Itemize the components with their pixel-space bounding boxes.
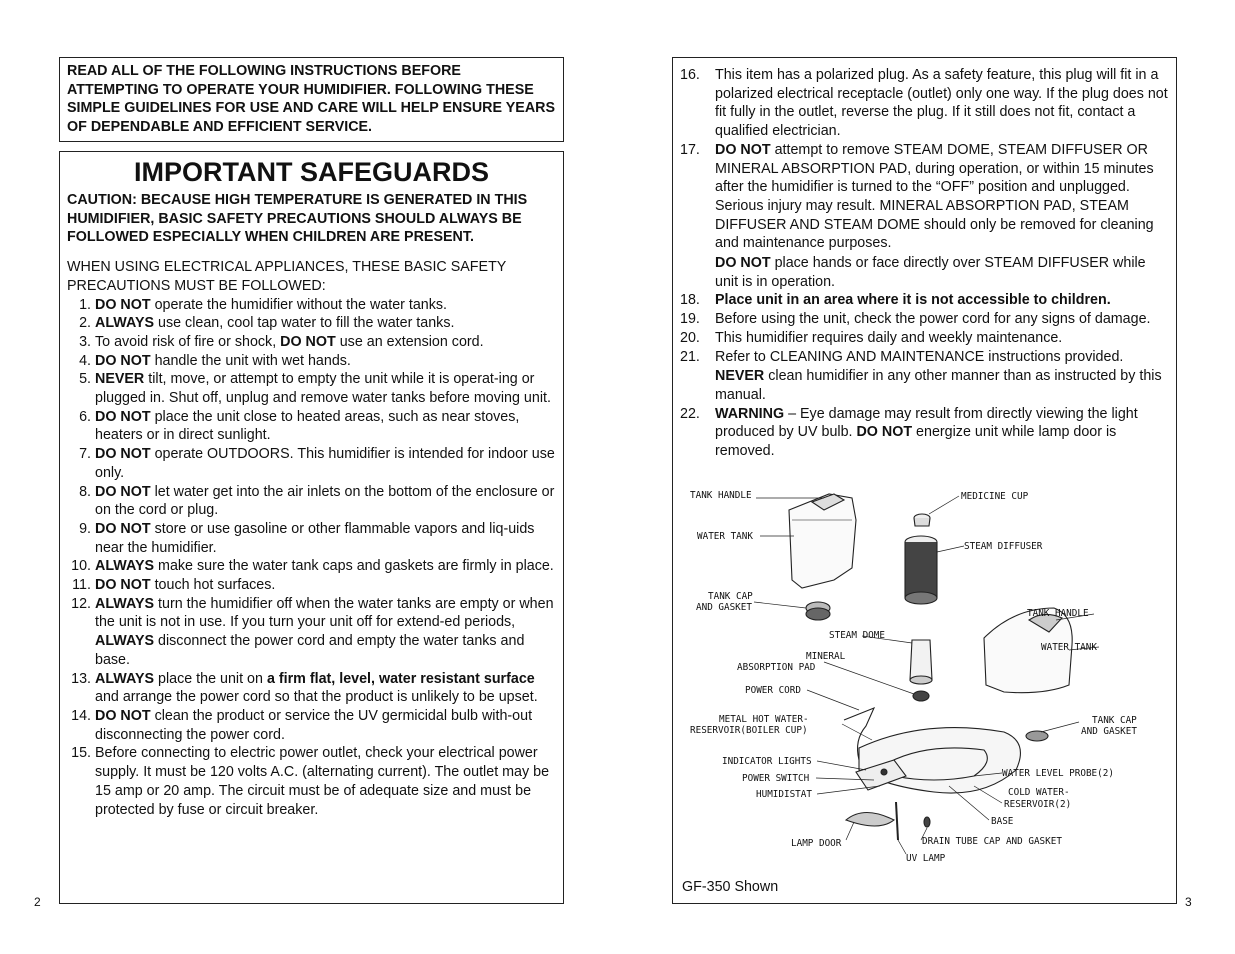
list-item	[67, 576, 556, 595]
item-emphasis: DO NOT	[95, 483, 151, 500]
label-lamp-door: LAMP DOOR	[791, 838, 842, 849]
item-number: 9.	[79, 520, 91, 537]
parts-diagram	[684, 480, 1137, 875]
label-steam-diffuser: STEAM DIFFUSER	[964, 541, 1043, 552]
item-emphasis: ALWAYS	[95, 315, 155, 332]
list-item	[680, 66, 1168, 141]
label-power-cord: POWER CORD	[745, 685, 801, 696]
label-water-level-probe: WATER LEVEL PROBE(2)	[1002, 768, 1114, 779]
list-item	[680, 329, 1168, 348]
page-title: IMPORTANT SAFEGUARDS	[134, 157, 489, 187]
label-cold-water: COLD WATER-	[1008, 787, 1070, 798]
item-number: 17.	[680, 141, 700, 158]
item-text: operate OUTDOORS. This humidifier is intended for indoor use only.	[95, 446, 555, 481]
list-item	[67, 370, 556, 407]
item-text: turn the humidifier off when the water tanks are empty or when the unit is not in use. If you turn your unit off for extend-ed periods,	[95, 595, 554, 631]
item-number: 14.	[71, 707, 91, 724]
label-tank-handle-left: TANK HANDLE	[690, 490, 752, 501]
item-text: place the unit on	[154, 670, 267, 687]
item-number: 13.	[71, 670, 91, 687]
item-text: place hands or face directly over STEAM DIFFUSER while unit is in operation.	[715, 255, 1146, 290]
item-text: This item has a polarized plug. As a safety feature, this plug will fit in a polarized electrical receptacle (outlet) only one way. If the plug does not fit fully in the outlet, reverse the plug. If it still does not fit, contact a qualified electrician.	[715, 67, 1168, 140]
item-emphasis: ALWAYS	[95, 595, 155, 612]
list-item	[67, 483, 556, 520]
item-text: attempt to remove STEAM DOME, STEAM DIFFUSER OR MINERAL ABSORPTION PAD, during operation, or within 15 minutes after the humidifier is turned to the “OFF” position and unplugged. Serious injury may result. MINERAL ABSORPTION PAD, STEAM DIFFUSER AND STEAM DOME should only be removed for cleaning and maintenance purposes.	[715, 141, 1154, 252]
label-indicator-lights: INDICATOR LIGHTS	[722, 756, 812, 767]
label-boiler-cup: RESERVOIR(BOILER CUP)	[690, 725, 808, 736]
item-number: 21.	[680, 348, 700, 365]
label-steam-dome: STEAM DOME	[829, 630, 885, 641]
item-text: use clean, cool tap water to fill the water tanks.	[154, 315, 455, 332]
item-note	[715, 254, 1168, 291]
item-emphasis: Place unit in an area where it is not accessible to children.	[715, 292, 1111, 309]
label-reservoir: RESERVOIR(2)	[1004, 799, 1072, 810]
list-item	[67, 408, 556, 445]
item-number: 12.	[71, 595, 91, 612]
item-text: disconnect the power cord and empty the water tanks and base.	[95, 633, 525, 668]
item-number: 15.	[71, 745, 91, 762]
item-emphasis: a firm flat, level, water resistant surface	[266, 670, 535, 687]
item-note	[715, 367, 1168, 404]
list-item	[67, 333, 556, 352]
item-emphasis: DO NOT	[95, 296, 151, 313]
item-text: clean humidifier in any other manner than as instructed by this manual.	[715, 368, 1162, 403]
item-emphasis: WARNING	[715, 405, 785, 422]
item-text: make sure the water tank caps and gaskets are firmly in place.	[154, 558, 554, 575]
item-number: 10.	[71, 558, 91, 575]
item-emphasis: DO NOT	[95, 446, 151, 463]
item-emphasis: DO NOT	[95, 408, 151, 425]
item-text: touch hot surfaces.	[150, 577, 276, 594]
item-number: 18.	[680, 292, 700, 309]
item-emphasis: DO NOT	[95, 352, 151, 369]
list-item	[67, 557, 556, 576]
label-uv-lamp: UV LAMP	[906, 853, 946, 864]
precautions-intro: WHEN USING ELECTRICAL APPLIANCES, THESE BASIC SAFETY PRECAUTIONS MUST BE FOLLOWED:	[67, 259, 507, 294]
label-tank-handle-right: TANK HANDLE	[1027, 608, 1089, 619]
label-absorption-pad: ABSORPTION PAD	[737, 662, 816, 673]
drain-cap	[924, 817, 930, 827]
item-number: 22.	[680, 405, 700, 422]
list-item	[680, 291, 1168, 310]
list-item	[680, 405, 1168, 461]
item-text: – Eye damage may result from directly viewing the light produced by UV bulb.	[715, 405, 1138, 441]
item-emphasis: ALWAYS	[95, 670, 155, 687]
mineral-pad	[913, 691, 929, 701]
list-item	[67, 707, 556, 744]
item-text: handle the unit with wet hands.	[150, 352, 351, 369]
item-emphasis: DO NOT	[95, 577, 151, 594]
label-water-tank-right: WATER TANK	[1041, 642, 1097, 653]
item-text: operate the humidifier without the water tanks.	[150, 296, 448, 313]
list-item	[67, 352, 556, 371]
item-emphasis: ALWAYS	[95, 558, 155, 575]
item-emphasis: DO NOT	[280, 333, 336, 350]
label-humidistat: HUMIDISTAT	[756, 789, 812, 800]
item-number: 8.	[79, 483, 91, 500]
list-item	[67, 296, 556, 315]
page-number-right: 3	[1185, 895, 1192, 909]
page-number-left: 2	[34, 895, 41, 909]
label-metal-hot-water: METAL HOT WATER-	[719, 714, 809, 725]
list-item	[67, 744, 556, 819]
label-water-tank-left: WATER TANK	[697, 531, 753, 542]
item-number: 19.	[680, 311, 700, 328]
steam-dome	[910, 640, 932, 680]
safeguards-list-continued	[680, 66, 1168, 461]
item-emphasis: DO NOT	[856, 424, 913, 441]
item-text: place the unit close to heated areas, such as near stoves, heaters or in direct sunlight.	[95, 408, 520, 444]
list-item	[680, 141, 1168, 292]
list-item	[67, 595, 556, 670]
list-item	[67, 314, 556, 333]
item-text: Refer to CLEANING AND MAINTENANCE instructions provided.	[715, 348, 1124, 365]
item-text: Before connecting to electric power outlet, check your electrical power supply. It must be 120 volts A.C. (alternating current). The outlet may be 15 amp or 20 amp. The circuit must be of adequate size and must be protected by fuse or circuit breaker.	[95, 745, 550, 818]
caution-text: CAUTION: BECAUSE HIGH TEMPERATURE IS GENERATED IN THIS HUMIDIFIER, BASIC SAFETY PRECAUTIONS SHOULD ALWAYS BE FOLLOWED ESPECIALLY WHEN CHILDREN ARE PRESENT.	[67, 192, 528, 246]
item-number: 6.	[79, 408, 91, 425]
item-number: 7.	[79, 446, 91, 463]
item-text: Before using the unit, check the power cord for any signs of damage.	[715, 311, 1151, 328]
item-text: store or use gasoline or other flammable vapors and liq-uids near the humidifier.	[95, 520, 535, 556]
right-tank-cap	[1026, 731, 1048, 741]
item-emphasis: DO NOT	[715, 141, 771, 158]
label-tank-gasket-left: AND GASKET	[696, 602, 752, 613]
label-medicine-cup: MEDICINE CUP	[961, 491, 1029, 502]
list-item	[67, 445, 556, 482]
item-number: 3.	[79, 333, 91, 350]
list-item	[67, 670, 556, 707]
item-text: let water get into the air inlets on the bottom of the enclosure or on the cord or plug.	[95, 483, 555, 519]
item-number: 16.	[680, 67, 700, 83]
item-number: 11.	[72, 577, 91, 594]
item-emphasis: DO NOT	[715, 255, 771, 272]
item-text: tilt, move, or attempt to empty the unit while it is operat-ing or plugged in. Shut off, unplug and remove water tanks before moving unit.	[95, 371, 551, 407]
item-number: 20.	[680, 329, 700, 346]
item-emphasis: DO NOT	[95, 520, 151, 537]
label-tank-cap-left: TANK CAP	[708, 591, 753, 602]
item-emphasis: DO NOT	[95, 707, 151, 724]
item-text: This humidifier requires daily and weekly maintenance.	[715, 329, 1063, 346]
item-text: use an extension cord.	[335, 333, 484, 350]
item-number: 2.	[79, 315, 91, 332]
item-text: To avoid risk of fire or shock,	[95, 333, 281, 350]
item-text: clean the product or service the UV germicidal bulb with-out disconnecting the power cord.	[95, 707, 533, 743]
list-item	[680, 310, 1168, 329]
item-emphasis: NEVER	[715, 368, 765, 385]
safeguards-box	[59, 151, 564, 904]
intro-box	[59, 57, 564, 142]
item-number: 5.	[79, 371, 91, 388]
safeguards-list	[67, 296, 556, 820]
intro-text: READ ALL OF THE FOLLOWING INSTRUCTIONS BEFORE ATTEMPTING TO OPERATE YOUR HUMIDIFIER. FOLLOWING THESE SIMPLE GUIDELINES FOR USE AND CARE WILL HELP ENSURE YEARS OF DEPENDABLE AND EFFICIENT SERVICE.	[67, 63, 556, 136]
label-mineral: MINERAL	[806, 651, 846, 662]
uv-lamp	[896, 802, 898, 840]
item-text: energize unit while lamp door is removed.	[715, 424, 1117, 460]
item-emphasis: ALWAYS	[95, 633, 155, 650]
list-item	[67, 520, 556, 557]
label-tank-gasket-right: AND GASKET	[1081, 726, 1137, 737]
item-number: 4.	[79, 352, 91, 369]
item-number: 1.	[79, 296, 91, 313]
item-emphasis: NEVER	[95, 371, 145, 388]
list-item	[680, 348, 1168, 405]
label-tank-cap-right: TANK CAP	[1092, 715, 1137, 726]
label-base: BASE	[991, 816, 1014, 827]
item-text: and arrange the power cord so that the product is unlikely to be upset.	[95, 689, 538, 706]
label-drain-tube: DRAIN TUBE CAP AND GASKET	[922, 836, 1062, 847]
diagram-caption: GF-350 Shown	[682, 879, 779, 895]
label-power-switch: POWER SWITCH	[742, 773, 810, 784]
